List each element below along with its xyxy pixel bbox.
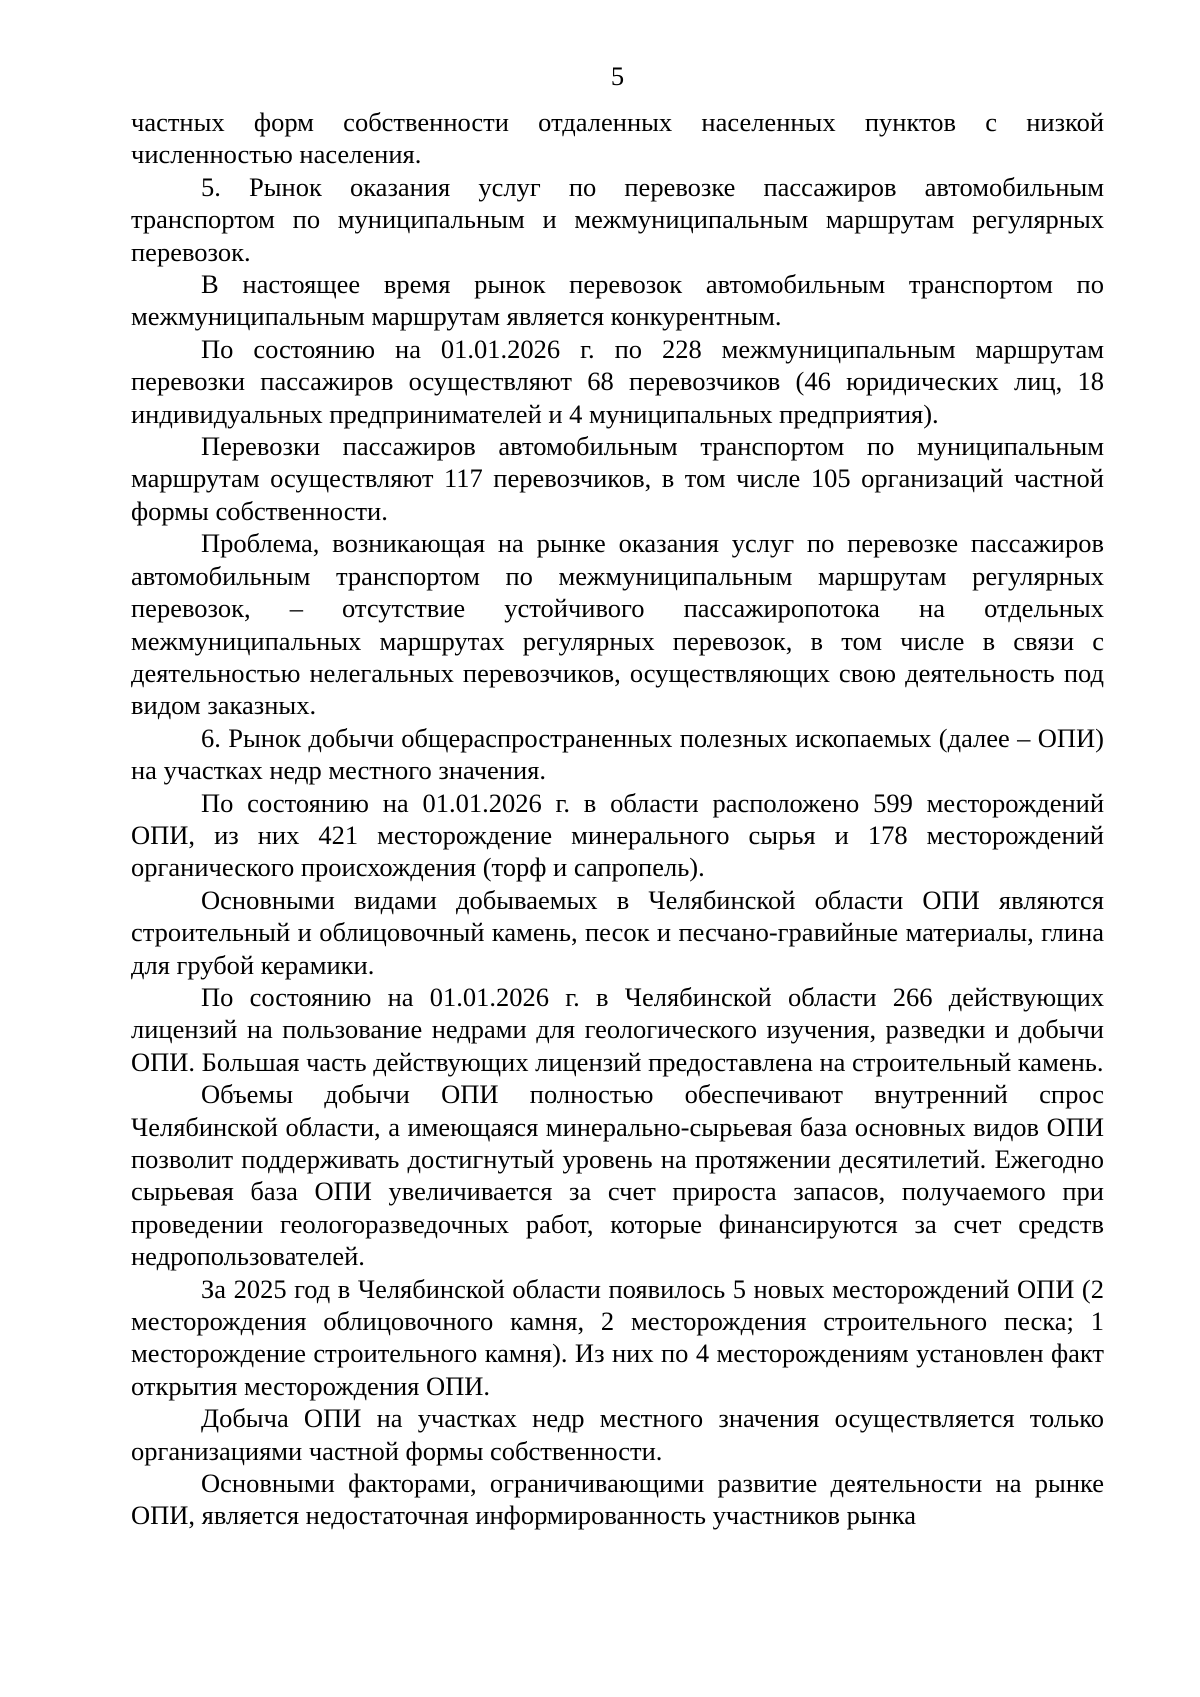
document-page xyxy=(131,60,1104,1532)
paragraph-14: Основными факторами, ограничивающими развитие деятельности на рынке ОПИ, является недостаточная информированность участников рынка xyxy=(131,1468,1104,1531)
paragraph-12: За 2025 год в Челябинской области появилось 5 новых месторождений ОПИ (2 месторождения облицовочного камня, 2 месторождения строительного песка; 1 месторождение строительного камня). Из них по 4 месторождениям установлен факт открытия месторождения ОПИ. xyxy=(131,1273,1104,1401)
paragraph-6: Проблема, возникающая на рынке оказания услуг по перевозке пассажиров автомобильным транспортом по межмуниципальным маршрутам регулярных перевозок, – отсутствие устойчивого пассажиропотока на отдельных межмуниципальных маршрутах регулярных перевозок, в том числе в связи с деятельностью нелегальных перевозчиков, осуществляющих свою деятельность под видом заказных. xyxy=(131,528,1104,721)
paragraph-7: 6. Рынок добычи общераспространенных полезных ископаемых (далее – ОПИ) на участках недр местного значения. xyxy=(131,722,1104,786)
paragraph-8: По состоянию на 01.01.2026 г. в области расположено 599 месторождений ОПИ, из них 421 месторождение минерального сырья и 178 месторождений органического происхождения (торф и сапропель). xyxy=(131,787,1104,883)
paragraph-10: По состоянию на 01.01.2026 г. в Челябинской области 266 действующих лицензий на пользование недрами для геологического изучения, разведки и добычи ОПИ. Большая часть действующих лицензий предоставлена на строительный камень. xyxy=(131,981,1104,1077)
paragraph-4: По состоянию на 01.01.2026 г. по 228 межмуниципальным маршрутам перевозки пассажиров осуществляют 68 перевозчиков (46 юридических лиц, 18 индивидуальных предпринимателей и 4 муниципальных предприятия). xyxy=(131,333,1104,429)
paragraph-11: Объемы добычи ОПИ полностью обеспечивают внутренний спрос Челябинской области, а имеющаяся минерально-сырьевая база основных видов ОПИ позволит поддерживать достигнутый уровень на протяжении десятилетий. Ежегодно сырьевая база ОПИ увеличивается за счет прироста запасов, получаемого при проведении геологоразведочных работ, которые финансируются за счет средств недропользователей. xyxy=(131,1079,1104,1272)
paragraph-2: 5. Рынок оказания услуг по перевозке пассажиров автомобильным транспортом по муниципальным и межмуниципальным маршрутам регулярных перевозок. xyxy=(131,171,1104,267)
page-number: 5 xyxy=(610,61,625,91)
paragraph-3: В настоящее время рынок перевозок автомобильным транспортом по межмуниципальным маршрутам является конкурентным. xyxy=(131,269,1104,332)
paragraph-9: Основными видами добываемых в Челябинской области ОПИ являются строительный и облицовочный камень, песок и песчано-гравийные материалы, глина для грубой керамики. xyxy=(131,884,1104,980)
paragraph-1: частных форм собственности отдаленных населенных пунктов с низкой численностью населения. xyxy=(131,107,1104,170)
paragraph-5: Перевозки пассажиров автомобильным транспортом по муниципальным маршрутам осуществляют 117 перевозчиков, в том числе 105 организаций частной формы собственности. xyxy=(131,431,1104,526)
paragraph-13: Добыча ОПИ на участках недр местного значения осуществляется только организациями частной формы собственности. xyxy=(131,1403,1104,1466)
